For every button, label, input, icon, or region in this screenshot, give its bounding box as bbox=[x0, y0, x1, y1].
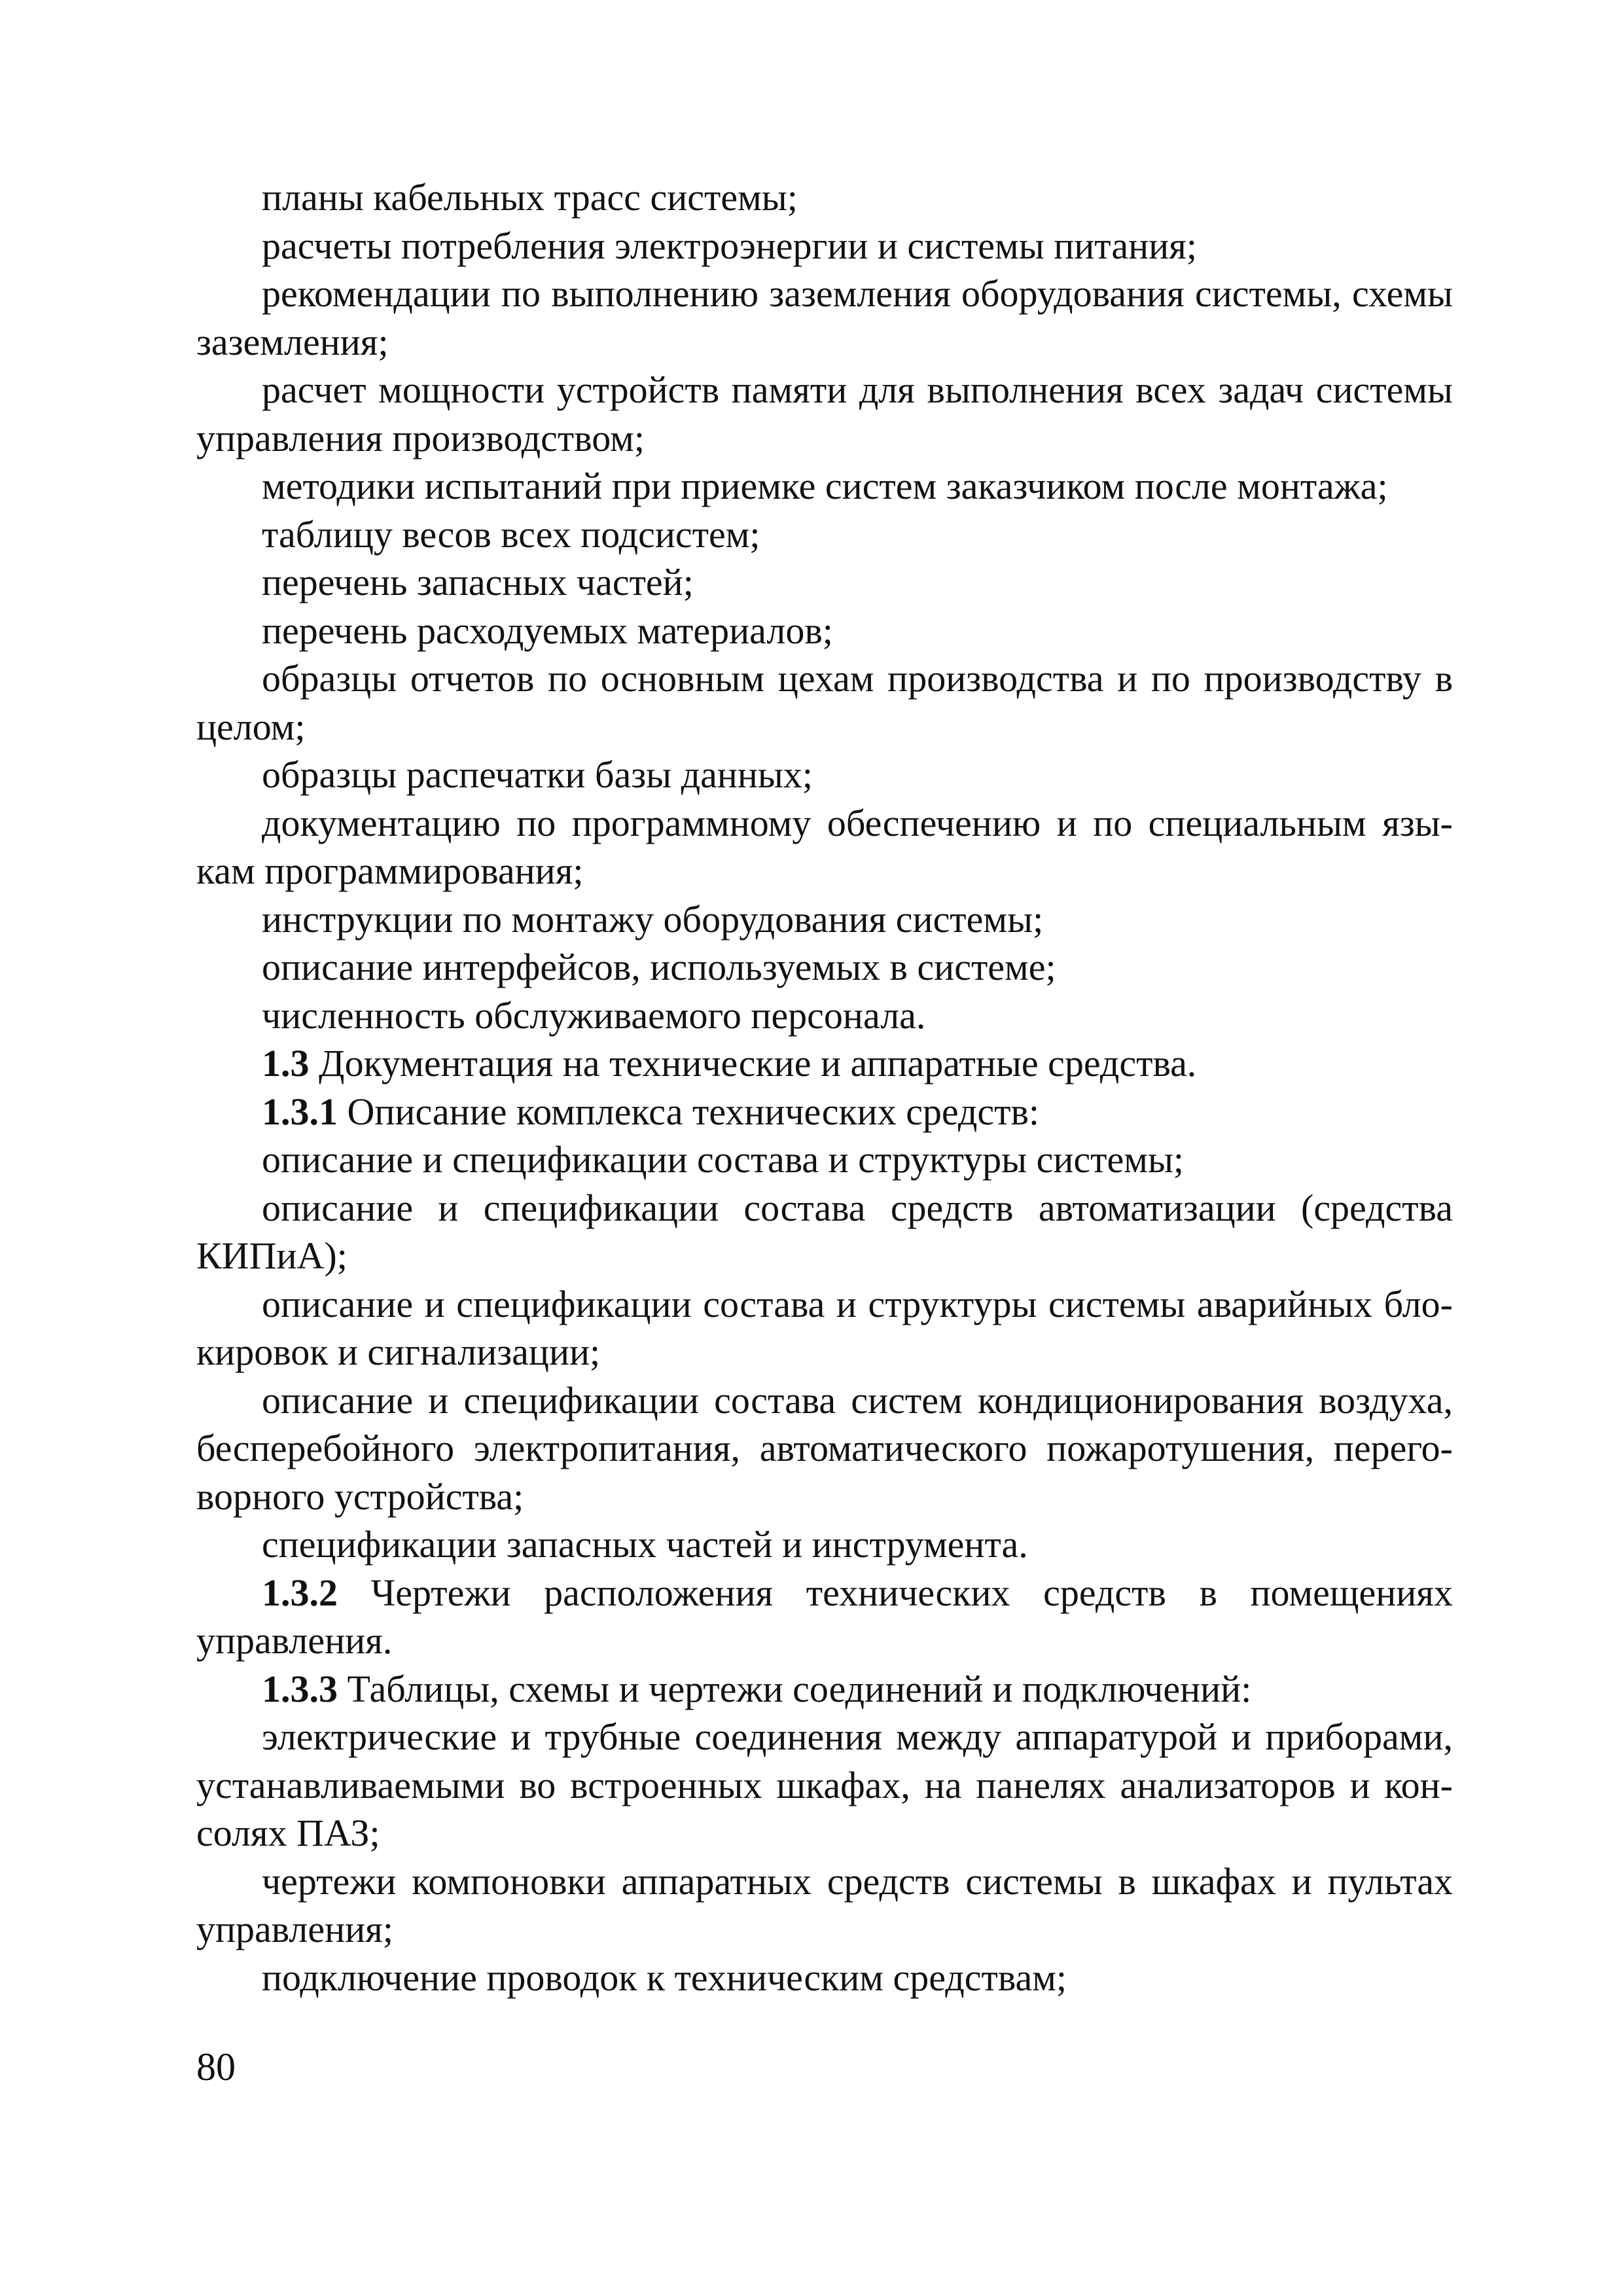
paragraph-text: инструкции по монтажу оборудования системы; bbox=[262, 897, 1044, 941]
paragraph-text: образцы распечатки базы данных; bbox=[262, 753, 813, 796]
body-text bbox=[196, 173, 1453, 2001]
paragraph bbox=[196, 558, 1453, 607]
paragraph bbox=[196, 1954, 1453, 2002]
paragraph-text: Описание комплекса технических средств: bbox=[338, 1090, 1040, 1133]
paragraph-text: чертежи компоновки аппаратных средств системы в шкафах и пультах управления; bbox=[196, 1859, 1453, 1950]
paragraph bbox=[196, 173, 1453, 222]
paragraph bbox=[196, 655, 1453, 751]
paragraph-text: расчет мощности устройств памяти для выполнения всех задач системы управления производством; bbox=[196, 368, 1453, 459]
paragraph bbox=[196, 1665, 1453, 1713]
paragraph-text: электрические и трубные соединения между аппаратурой и приборами, устанавливаемыми во встроенных шкафах, на панелях анализаторов и консолях ПАЗ; bbox=[196, 1715, 1453, 1854]
paragraph-text: описание интерфейсов, используемых в системе; bbox=[262, 946, 1056, 988]
paragraph bbox=[196, 462, 1453, 511]
paragraph-text: перечень расходуемых материалов; bbox=[262, 609, 833, 652]
paragraph-text: образцы отчетов по основным цехам производства и по производству в целом; bbox=[196, 657, 1453, 748]
paragraph bbox=[196, 1376, 1453, 1521]
paragraph bbox=[196, 895, 1453, 944]
paragraph-text: планы кабельных трасс системы; bbox=[262, 176, 798, 219]
paragraph-text: Документация на технические и аппаратные средства. bbox=[309, 1042, 1197, 1085]
paragraph-text: описание и спецификации состава средств автоматизации (средства КИПиА); bbox=[196, 1186, 1453, 1277]
paragraph-text: методики испытаний при приемке систем заказчиком после монтажа; bbox=[262, 465, 1388, 507]
section-number: 1.3.3 bbox=[262, 1667, 338, 1710]
paragraph bbox=[196, 1184, 1453, 1280]
paragraph-text: описание и спецификации состава и структуры системы аварийных блокировок и сигнализации; bbox=[196, 1282, 1453, 1373]
paragraph bbox=[196, 1136, 1453, 1184]
paragraph bbox=[196, 799, 1453, 895]
paragraph-text: расчеты потребления электроэнергии и системы питания; bbox=[262, 224, 1197, 267]
paragraph-text: описание и спецификации состава систем кондиционирования воздуха, бесперебойного электропитания, автоматического пожаротушения, переговорного устройства; bbox=[196, 1378, 1453, 1518]
section-number: 1.3.1 bbox=[262, 1090, 338, 1133]
paragraph-text: Таблицы, схемы и чертежи соединений и подключений: bbox=[338, 1667, 1252, 1710]
paragraph-text: подключение проводок к техническим средствам; bbox=[262, 1956, 1067, 1999]
page-number: 80 bbox=[196, 2045, 236, 2089]
paragraph bbox=[196, 1039, 1453, 1088]
paragraph-text: спецификации запасных частей и инструмента. bbox=[262, 1523, 1028, 1566]
paragraph bbox=[196, 1520, 1453, 1569]
section-number: 1.3.2 bbox=[262, 1571, 338, 1614]
paragraph bbox=[196, 943, 1453, 992]
paragraph bbox=[196, 607, 1453, 655]
paragraph bbox=[196, 1713, 1453, 1857]
paragraph-text: документацию по программному обеспечению и по специальным языкам программирования; bbox=[196, 801, 1453, 892]
paragraph-text: рекомендации по выполнению заземления оборудования системы, схемы заземления; bbox=[196, 272, 1453, 363]
paragraph-text: численность обслуживаемого персонала. bbox=[262, 994, 926, 1037]
paragraph bbox=[196, 992, 1453, 1040]
paragraph-text: перечень запасных частей; bbox=[262, 561, 694, 603]
paragraph bbox=[196, 751, 1453, 799]
paragraph-text: описание и спецификации состава и структуры системы; bbox=[262, 1138, 1185, 1181]
paragraph bbox=[196, 1569, 1453, 1665]
paragraph bbox=[196, 1088, 1453, 1136]
paragraph bbox=[196, 222, 1453, 270]
paragraph-text: таблицу весов всех подсистем; bbox=[262, 512, 760, 556]
paragraph bbox=[196, 366, 1453, 462]
paragraph bbox=[196, 1857, 1453, 1954]
paragraph bbox=[196, 270, 1453, 366]
section-number: 1.3 bbox=[262, 1042, 310, 1085]
paragraph bbox=[196, 511, 1453, 559]
paragraph bbox=[196, 1280, 1453, 1376]
paragraph-text: Чертежи расположения технических средств в помещениях управления. bbox=[196, 1571, 1453, 1662]
